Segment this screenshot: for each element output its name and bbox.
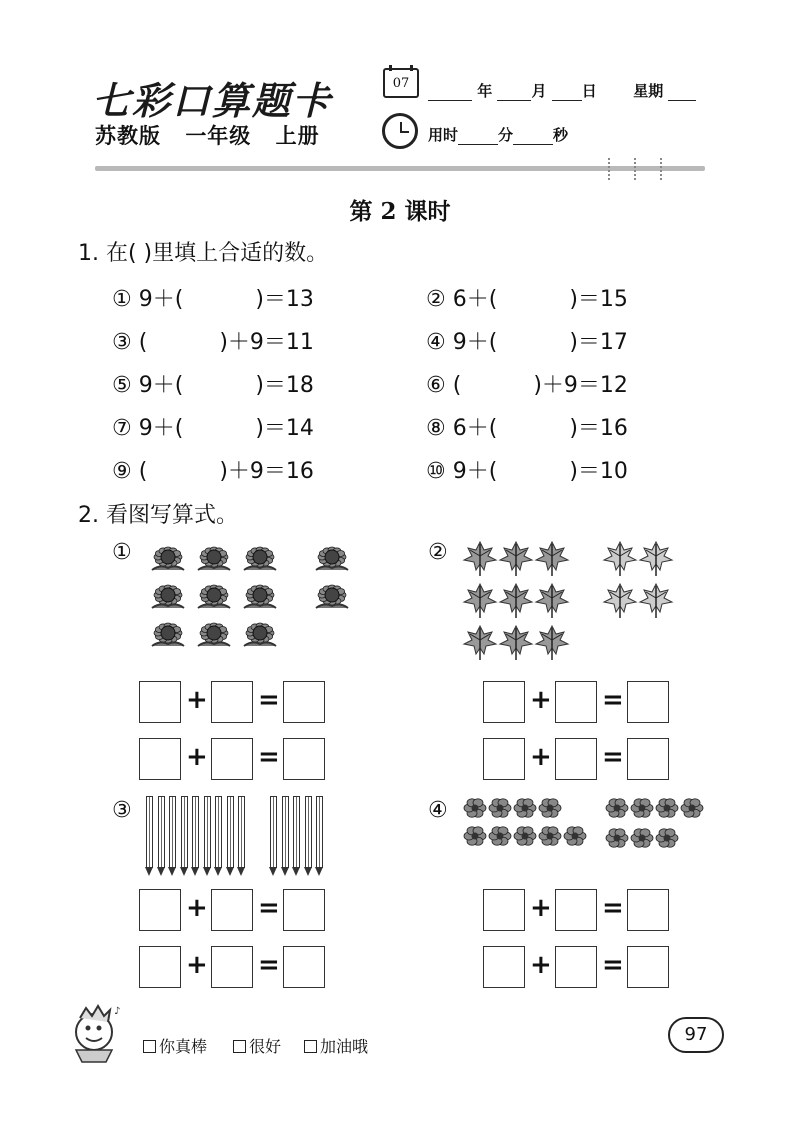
leaf-icon [602,582,638,620]
equation-left: ( [452,373,462,398]
addend-box[interactable] [139,738,181,780]
equation-right: )＝16 [569,416,628,441]
sum-box[interactable] [627,889,669,931]
equation-left: 6＋( [452,287,498,312]
flower-icon [654,826,680,850]
equation-item [426,325,628,356]
leaf-icon [462,582,498,620]
question-1-heading: 1. 在( )里填上合适的数。 [78,241,329,266]
day-label: 日 [581,82,597,100]
pencil-icon [293,796,300,868]
question-2-heading: 2. 看图写算式。 [78,503,238,528]
item-number: ⑤ [112,373,132,398]
sunflower-icon [240,582,280,612]
time-field [428,124,568,145]
equals-sign: = [258,685,280,715]
leaf-icon [534,624,570,662]
equation-right: )＝15 [569,287,628,312]
flower-icon [512,824,538,848]
pencil-icon [238,796,245,868]
equation-left: 9＋( [138,287,184,312]
part-number: ② [428,540,448,565]
addend-box[interactable] [211,738,253,780]
leaf-icon [462,540,498,578]
plus-sign: + [530,742,552,772]
pencil-icon [270,796,277,868]
addend-box[interactable] [555,889,597,931]
plus-sign: + [530,685,552,715]
rating-great-label: 你真棒 [159,1037,208,1056]
minutes-blank[interactable] [458,144,498,145]
item-number: ④ [426,330,446,355]
equation-left: 9＋( [452,330,498,355]
equation-left: 6＋( [452,416,498,441]
addend-box[interactable] [555,681,597,723]
flower-icon [562,824,588,848]
addend-box[interactable] [139,889,181,931]
svg-text:♪: ♪ [114,1006,121,1017]
item-number: ⑥ [426,373,446,398]
day-blank[interactable] [552,100,582,101]
equals-sign: = [258,950,280,980]
leaf-icon [534,540,570,578]
equation-left: ( [138,459,148,484]
plus-sign: + [186,893,208,923]
rating-keep-going[interactable] [304,1034,368,1057]
item-number: ⑩ [426,459,446,484]
leaf-icon [498,624,534,662]
flower-icon [629,826,655,850]
addend-box[interactable] [211,681,253,723]
sunflower-icon [194,620,234,650]
equation-item [112,368,314,399]
plus-sign: + [530,950,552,980]
equation-right: )＝14 [255,416,314,441]
addend-box[interactable] [483,681,525,723]
equation-item [426,368,628,399]
pencil-icon [215,796,222,868]
addend-box[interactable] [139,946,181,988]
flower-icon [462,796,488,820]
equation-item [426,454,628,485]
leaf-icon [602,540,638,578]
part-number: ③ [112,798,132,823]
pencil-icon [316,796,323,868]
addend-box[interactable] [555,738,597,780]
equation-item [426,282,628,313]
pencil-icon [227,796,234,868]
leaf-icon [638,540,674,578]
addend-box[interactable] [211,946,253,988]
equals-sign: = [602,950,624,980]
checkbox[interactable] [304,1040,317,1053]
flower-icon [679,796,705,820]
pencil-icon [146,796,153,868]
part-number: ④ [428,798,448,823]
equation-left: ( [138,330,148,355]
equation-item [426,411,628,442]
flower-icon [629,796,655,820]
month-label: 月 [531,82,547,100]
equals-sign: = [602,893,624,923]
year-label: 年 [477,82,493,100]
pencil-icon [181,796,188,868]
item-number: ⑦ [112,416,132,441]
sunflower-icon [148,544,188,574]
year-blank[interactable] [428,100,472,101]
flower-icon [487,796,513,820]
addend-box[interactable] [483,946,525,988]
equation-left: 9＋( [452,459,498,484]
item-number: ① [112,287,132,312]
sum-box[interactable] [283,946,325,988]
clock-icon [382,113,418,149]
pencil-icon [192,796,199,868]
equals-sign: = [602,685,624,715]
volume-label: 上册 [275,124,320,148]
sunflower-icon [312,582,352,612]
item-number: ③ [112,330,132,355]
part-number: ① [112,540,132,565]
divider-pin-icon [608,158,614,180]
addend-box[interactable] [483,738,525,780]
equation-item [112,411,314,442]
leaf-icon [498,540,534,578]
date-field [428,80,696,101]
calendar-icon [383,68,419,98]
equation-left: 9＋( [138,373,184,398]
sunflower-icon [148,582,188,612]
pencil-icon [282,796,289,868]
sum-box[interactable] [283,889,325,931]
sunflower-icon [148,620,188,650]
mascot-icon [66,1002,130,1066]
sunflower-icon [194,544,234,574]
flower-icon [462,824,488,848]
pencil-icon [158,796,165,868]
lesson-title: 第 2 课时 [349,198,451,225]
edition-label: 苏教版 [95,124,161,148]
brand-title: 七彩口算题卡 [92,78,333,123]
sunflower-icon [312,544,352,574]
rating-keep-going-label: 加油哦 [320,1037,369,1056]
equation-right: )＝13 [255,287,314,312]
rating-good[interactable] [233,1034,281,1057]
equation-item [112,454,314,485]
checkbox[interactable] [143,1040,156,1053]
grade-label: 一年级 [185,124,252,148]
plus-sign: + [186,742,208,772]
equation-right: )＝10 [569,459,628,484]
page-number: 97 [668,1017,724,1053]
leaf-icon [462,624,498,662]
seconds-label: 秒 [553,126,569,144]
pencil-icon [169,796,176,868]
flower-icon [604,796,630,820]
sum-box[interactable] [283,738,325,780]
equation-right: )＋9＝11 [219,330,314,355]
sum-box[interactable] [627,738,669,780]
sum-box[interactable] [283,681,325,723]
item-number: ⑧ [426,416,446,441]
sum-box[interactable] [627,946,669,988]
minutes-label: 分 [498,126,514,144]
sunflower-icon [194,582,234,612]
equals-sign: = [602,742,624,772]
item-number: ② [426,287,446,312]
calendar-day: 07 [392,76,410,91]
addend-box[interactable] [555,946,597,988]
equation-left: 9＋( [138,416,184,441]
equation-right: )＋9＝16 [219,459,314,484]
sunflower-icon [240,544,280,574]
leaf-icon [638,582,674,620]
addend-box[interactable] [139,681,181,723]
flower-icon [537,796,563,820]
pencil-icon [204,796,211,868]
equation-right: )＋9＝12 [533,373,628,398]
leaf-icon [534,582,570,620]
equation-right: )＝18 [255,373,314,398]
rating-great[interactable] [143,1034,207,1057]
pencil-icon [305,796,312,868]
sum-box[interactable] [627,681,669,723]
plus-sign: + [186,950,208,980]
flower-icon [604,826,630,850]
rating-good-label: 很好 [249,1037,282,1056]
flower-icon [654,796,680,820]
plus-sign: + [530,893,552,923]
flower-icon [537,824,563,848]
equation-item [112,325,314,356]
equation-item [112,282,314,313]
equation-right: )＝17 [569,330,628,355]
weekday-blank[interactable] [668,100,696,101]
weekday-label: 星期 [633,82,664,100]
item-number: ⑨ [112,459,132,484]
time-used-label: 用时 [428,126,459,144]
divider-pin-icon [660,158,666,180]
month-blank[interactable] [497,100,531,101]
equals-sign: = [258,893,280,923]
addend-box[interactable] [483,889,525,931]
seconds-blank[interactable] [513,144,553,145]
divider-pin-icon [634,158,640,180]
book-subtitle [95,120,336,150]
plus-sign: + [186,685,208,715]
equals-sign: = [258,742,280,772]
sunflower-icon [240,620,280,650]
checkbox[interactable] [233,1040,246,1053]
leaf-icon [498,582,534,620]
addend-box[interactable] [211,889,253,931]
flower-icon [512,796,538,820]
flower-icon [487,824,513,848]
